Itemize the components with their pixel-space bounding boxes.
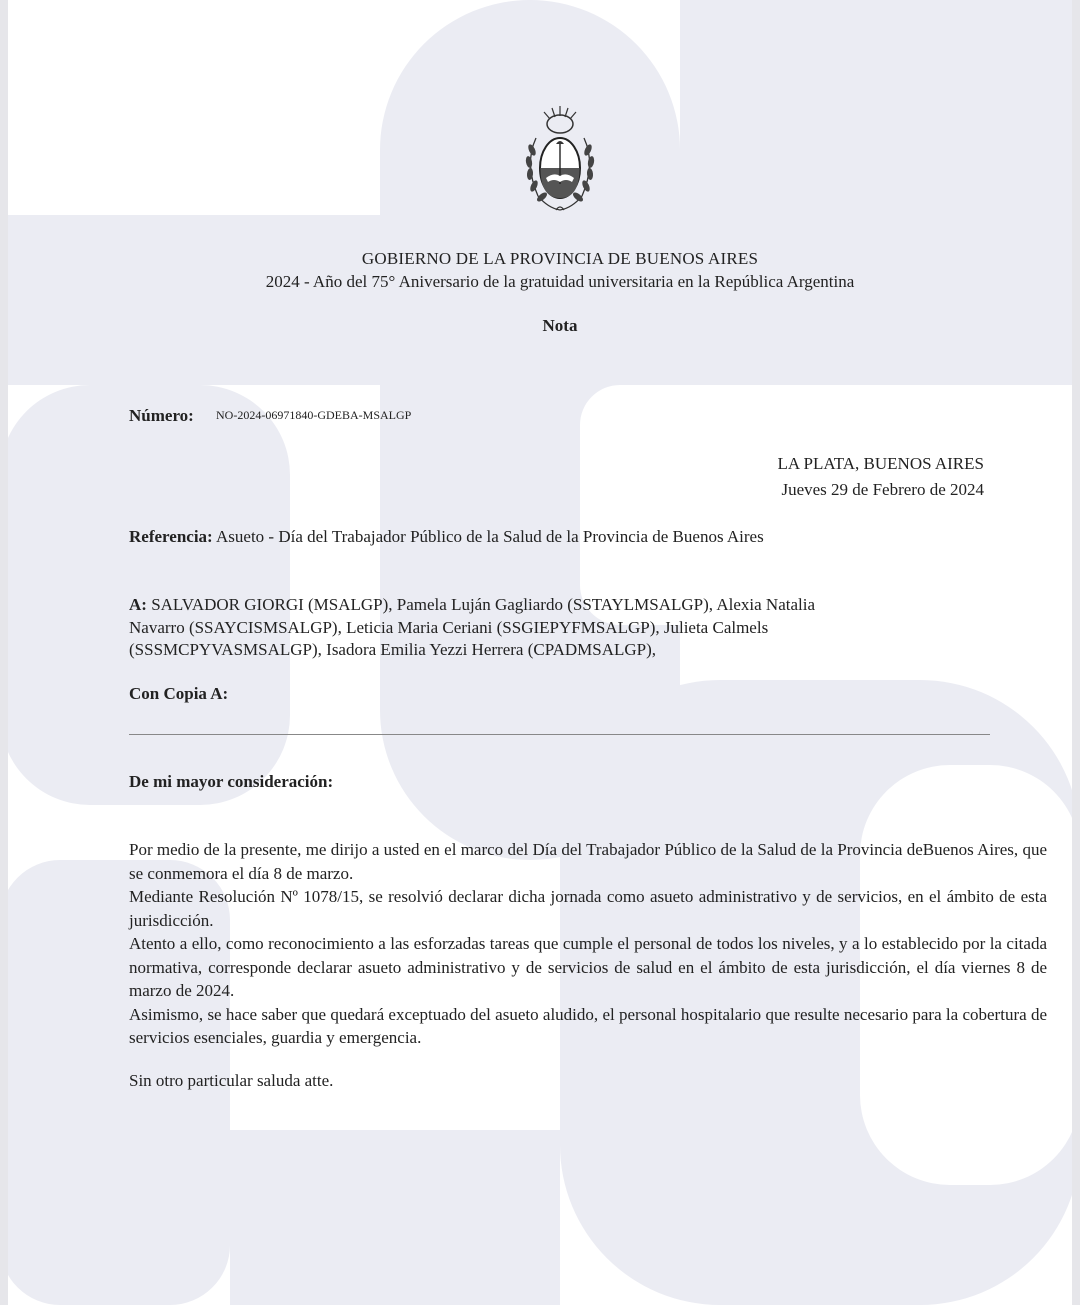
body-text (129, 838, 1047, 1050)
body-paragraph-3: Atento a ello, como reconocimiento a las esforzadas tareas que cumple el personal de todos los niveles, y a lo establecido por la citada normativa, corresponde declarar asueto administrativo y de servicios de salud en el ámbito de esta jurisdicción, el día viernes 8 de marzo de 2024. (129, 934, 1047, 1000)
body-paragraph-2: Mediante Resolución Nº 1078/15, se resolvió declarar dicha jornada como asueto administrativo y de servicios, en el ámbito de esta jurisdicción. (129, 887, 1047, 930)
destinatarios-line-1 (129, 595, 815, 615)
numero-value: NO-2024-06971840-GDEBA-MSALGP (216, 408, 412, 422)
destinatarios-line-3: (SSSMCPYVASMSALGP), Isadora Emilia Yezzi Herrera (CPADMSALGP), (129, 640, 657, 659)
referencia-label: Referencia: (129, 527, 213, 546)
year-motto: 2024 - Año del 75° Aniversario de la gratuidad universitaria en la República Argentina (265, 272, 855, 291)
salutation: De mi mayor consideración: (129, 772, 334, 791)
government-heading: GOBIERNO DE LA PROVINCIA DE BUENOS AIRES (361, 249, 759, 268)
divider (129, 734, 990, 735)
destinatarios-text-1: SALVADOR GIORGI (MSALGP), Pamela Luján Gagliardo (SSTAYLMSALGP), Alexia Natalia (151, 595, 816, 614)
numero-label: Número: (129, 406, 194, 425)
destinatarios-line-2: Navarro (SSAYCISMSALGP), Leticia Maria Ceriani (SSGIEPYFMSALGP), Julieta Calmels (129, 618, 769, 637)
body-paragraph-1: Por medio de la presente, me dirijo a usted en el marco del Día del Trabajador Público de la Salud de la Provincia deBuenos Aires, que se conmemora el día 8 de marzo. (129, 840, 1047, 883)
document-type: Nota (542, 316, 578, 335)
referencia-line (129, 527, 764, 547)
argentine-coat-of-arms-icon (522, 104, 598, 216)
closing: Sin otro particular saluda atte. (129, 1071, 334, 1090)
date: Jueves 29 de Febrero de 2024 (781, 480, 984, 499)
con-copia-label: Con Copia A: (129, 684, 229, 703)
destinatarios-label: A: (129, 595, 147, 614)
referencia-text: Asueto - Día del Trabajador Público de la Salud de la Provincia de Buenos Aires (216, 527, 764, 546)
body-paragraph-4: Asimismo, se hace saber que quedará exceptuado del asueto aludido, el personal hospitalario que resulte necesario para la cobertura de servicios esenciales, guardia y emergencia. (129, 1004, 1047, 1047)
place: LA PLATA, BUENOS AIRES (777, 454, 984, 473)
